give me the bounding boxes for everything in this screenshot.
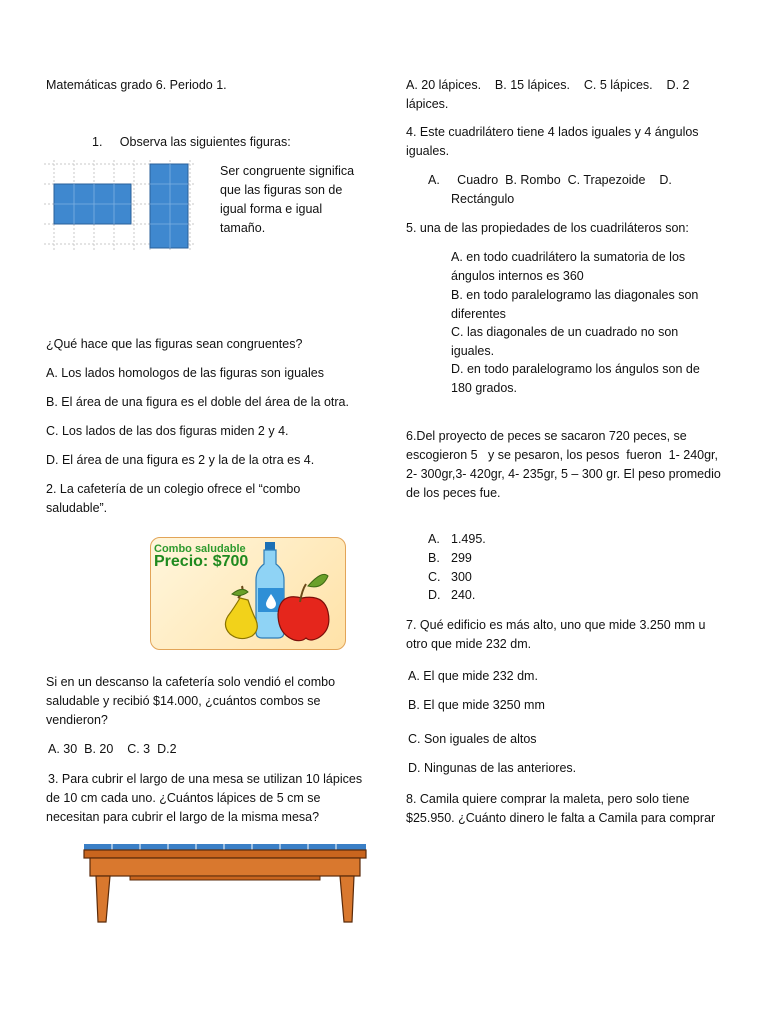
q6-question-line-3: 2- 300gr,3- 420gr, 4- 235gr, 5 – 300 gr. El peso promedio <box>406 467 721 481</box>
q6-option-b-value: 299 <box>451 551 472 565</box>
table-stretcher <box>130 876 320 880</box>
q2-options: A. 30 B. 20 C. 3 D.2 <box>48 742 177 756</box>
q1-option-d: D. El área de una figura es 2 y la de la otra es 4. <box>46 453 315 467</box>
q2-question-line-2: saludable y recibió $14.000, ¿cuántos combos se <box>46 694 321 708</box>
q1-option-b: B. El área de una figura es el doble del área de la otra. <box>46 395 349 409</box>
q6-question-line-4: de los peces fue. <box>406 486 501 500</box>
combo-image-price: Precio: $700 <box>154 553 249 570</box>
table-leg-right <box>340 876 354 922</box>
q4-question-line-1: 4. Este cuadrilátero tiene 4 lados iguales y 4 ángulos <box>406 125 699 139</box>
q2-intro-line-1: 2. La cafetería de un colegio ofrece el “combo <box>46 482 301 496</box>
q6-option-a-value: 1.495. <box>451 532 486 546</box>
pencils-row <box>84 844 366 850</box>
q5-option-line-3: B. en todo paralelogramo las diagonales son <box>451 288 699 302</box>
q6-question-line-1: 6.Del proyecto de peces se sacaron 720 peces, se <box>406 429 687 443</box>
q7-question-line-2: otro que mide 232 dm. <box>406 637 532 651</box>
q4-options-line-1: A. Cuadro B. Rombo C. Trapezoide D. <box>428 173 672 187</box>
q6-option-d-value: 240. <box>451 588 476 602</box>
q3-options-line-1: A. 20 lápices. B. 15 lápices. C. 5 lápices. D. 2 <box>406 78 690 92</box>
congruence-definition-line-3: igual forma e igual <box>220 202 323 216</box>
q5-option-line-6: iguales. <box>451 344 495 358</box>
congruence-definition-line-4: tamaño. <box>220 221 266 235</box>
q6-option-c-value: 300 <box>451 570 472 584</box>
q7-option-a: A. El que mide 232 dm. <box>408 669 538 683</box>
q6-option-b-letter: B. <box>428 551 440 565</box>
combo-image-title: Combo saludable <box>154 543 246 555</box>
q5-option-line-7: D. en todo paralelogramo los ángulos son de <box>451 362 700 376</box>
q1-option-a: A. Los lados homologos de las figuras son iguales <box>46 366 324 380</box>
q7-option-b: B. El que mide 3250 mm <box>408 698 545 712</box>
table-apron <box>90 858 360 876</box>
q3-question-line-3: necesitan para cubrir el largo de la misma mesa? <box>46 810 320 824</box>
q5-option-line-1: A. en todo cuadrilátero la sumatoria de los <box>451 250 686 264</box>
q6-option-c-letter: C. <box>428 570 441 584</box>
q4-options-line-2: Rectángulo <box>451 192 515 206</box>
q6-option-d-letter: D. <box>428 588 441 602</box>
q1-question: ¿Qué hace que las figuras sean congruentes? <box>46 337 303 351</box>
table-top <box>84 850 366 858</box>
q5-option-line-2: ángulos internos es 360 <box>451 269 584 283</box>
q3-question-line-2: de 10 cm cada uno. ¿Cuántos lápices de 5 cm se <box>46 791 321 805</box>
q7-question-line-1: 7. Qué edificio es más alto, uno que mide 3.250 mm u <box>406 618 706 632</box>
vertical-rectangle <box>150 164 188 248</box>
q4-question-line-2: iguales. <box>406 144 450 158</box>
q6-question-line-2: escogieron 5 y se pesaron, los pesos fueron 1- 240gr, <box>406 448 718 462</box>
q7-option-d: D. Ningunas de las anteriores. <box>408 761 577 775</box>
q2-question-line-3: vendieron? <box>46 713 108 727</box>
q8-question-line-1: 8. Camila quiere comprar la maleta, pero solo tiene <box>406 792 690 806</box>
congruent-figures-diagram <box>44 160 204 252</box>
q1-title: 1. Observa las siguientes figuras: <box>92 135 291 149</box>
q3-question-line-1: 3. Para cubrir el largo de una mesa se utilizan 10 lápices <box>48 772 363 786</box>
q5-option-line-8: 180 grados. <box>451 381 518 395</box>
table-leg-left <box>96 876 110 922</box>
document-header: Matemáticas grado 6. Periodo 1. <box>46 78 227 92</box>
q1-option-c: C. Los lados de las dos figuras miden 2 y 4. <box>46 424 289 438</box>
apple-icon <box>278 574 329 640</box>
q5-question: 5. una de las propiedades de los cuadriláteros son: <box>406 221 689 235</box>
water-bottle-and-fruits-illustration <box>222 540 334 646</box>
q2-intro-line-2: saludable”. <box>46 501 108 515</box>
q8-question-line-2: $25.950. ¿Cuánto dinero le falta a Camila para comprar <box>406 811 716 825</box>
congruence-definition-line-2: que las figuras son de <box>220 183 343 197</box>
q5-option-line-4: diferentes <box>451 307 506 321</box>
q6-option-a-letter: A. <box>428 532 440 546</box>
table-with-pencils-illustration <box>78 840 374 928</box>
pear-icon <box>225 586 257 639</box>
congruence-definition-line-1: Ser congruente significa <box>220 164 355 178</box>
q3-options-line-2: lápices. <box>406 97 449 111</box>
q2-question-line-1: Si en un descanso la cafetería solo vendió el combo <box>46 675 336 689</box>
q7-option-c: C. Son iguales de altos <box>408 732 537 746</box>
q5-option-line-5: C. las diagonales de un cuadrado no son <box>451 325 679 339</box>
